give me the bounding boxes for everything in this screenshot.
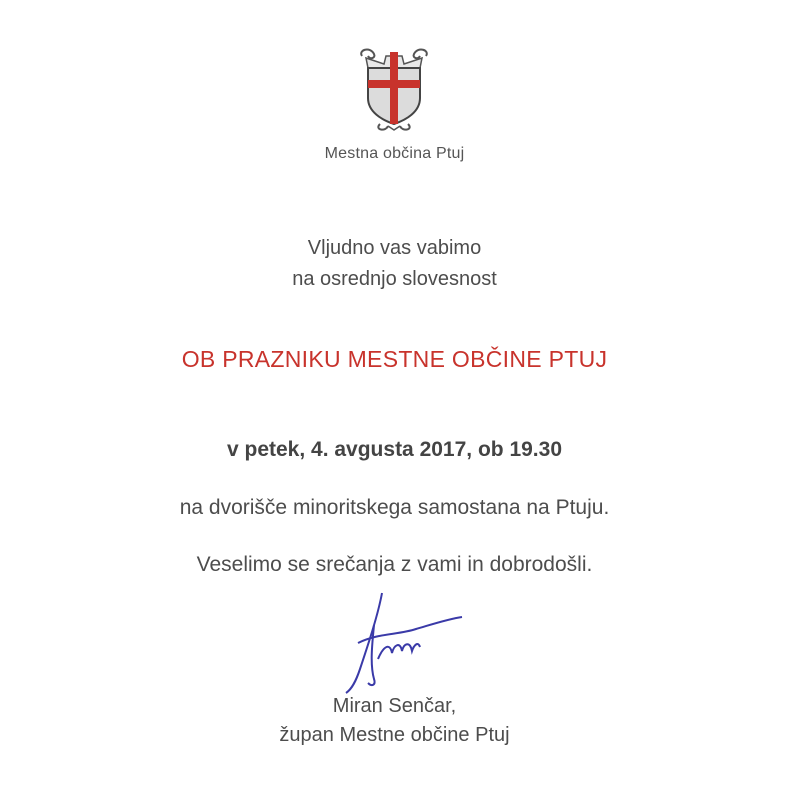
greeting-text: Veselimo se srečanja z vami in dobrodošli. — [196, 553, 593, 576]
event-date-time: v petek, 4. avgusta 2017, ob 19.30 — [226, 438, 562, 461]
invitation-line-2: na osrednjo slovesnost — [292, 268, 497, 290]
handwritten-signature — [338, 585, 468, 695]
event-title: OB PRAZNIKU MESTNE OBČINE PTUJ — [181, 346, 608, 372]
signer-title: župan Mestne občine Ptuj — [279, 724, 510, 746]
signer-block — [0, 692, 789, 750]
invitation-line-1: Vljudno vas vabimo — [307, 237, 482, 259]
organization-name: Mestna občina Ptuj — [324, 145, 465, 162]
coat-of-arms-icon — [356, 46, 432, 132]
signer-name: Miran Senčar, — [332, 695, 457, 717]
invitation-text — [0, 233, 789, 295]
event-venue: na dvorišče minoritskega samostana na Ptuju. — [179, 496, 610, 519]
